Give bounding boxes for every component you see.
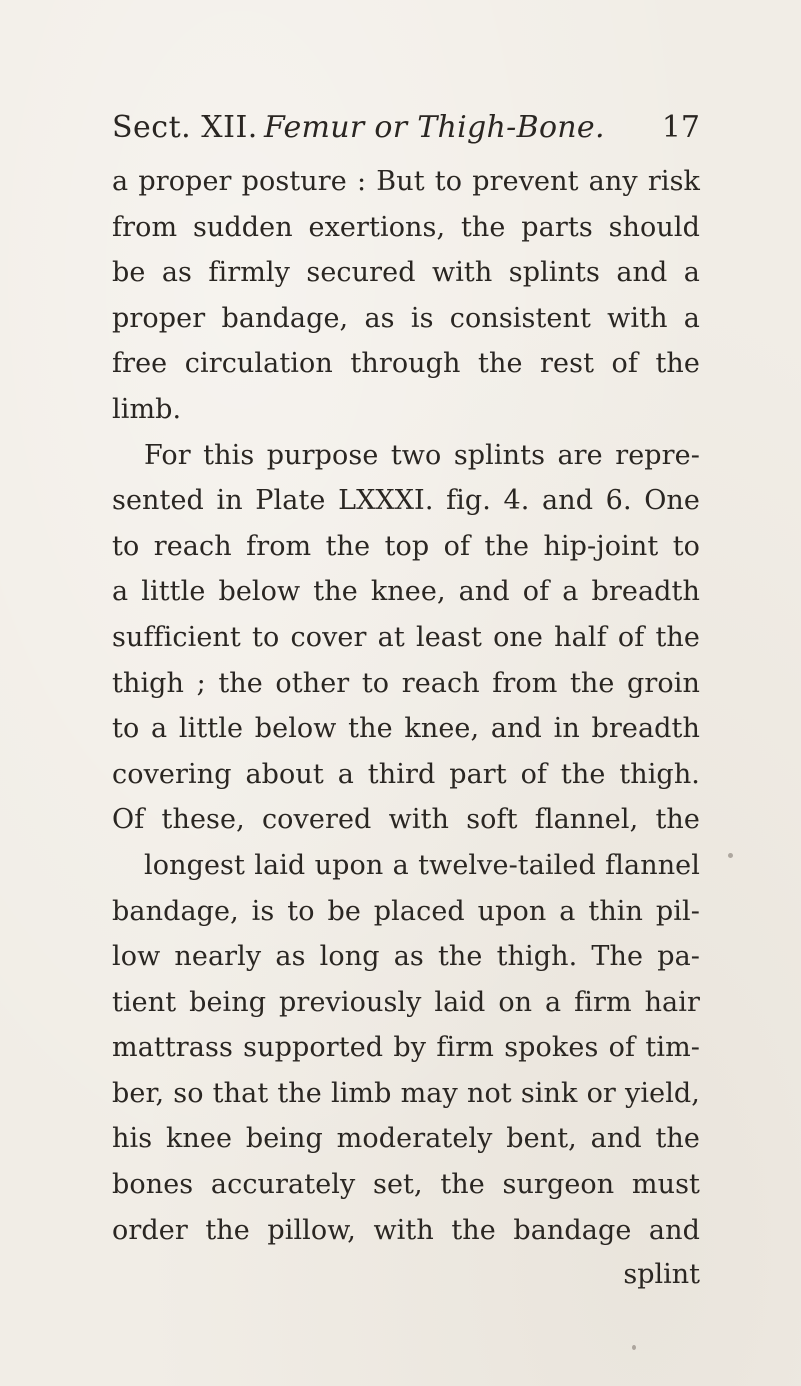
text-line: from sudden exertions, the parts should (112, 211, 700, 243)
text-line: mattrass supported by firm spokes of tim- (112, 1032, 700, 1064)
text-line: sufficient to cover at least one half of the (112, 621, 700, 653)
text-line: bones accurately set, the surgeon must (112, 1169, 700, 1201)
text-line: covering about a third part of the thigh. (112, 758, 700, 790)
text-line: limb. (112, 393, 182, 425)
text-line: free circulation through the rest of the (112, 348, 700, 380)
section-number: Sect. XII. (112, 110, 258, 145)
ink-speck (728, 853, 733, 858)
text-line: order the pillow, with the bandage and (112, 1214, 700, 1246)
page-number: 17 (661, 110, 700, 145)
catchword: splint (623, 1259, 700, 1290)
text-line: his knee being moderately bent, and the (112, 1123, 700, 1155)
body-text (112, 159, 700, 1253)
text-line: thigh ; the other to reach from the groin (112, 667, 700, 699)
text-line: longest laid upon a twelve-tailed flannel (144, 849, 700, 881)
text-line: For this purpose two splints are repre- (144, 439, 700, 471)
text-line: bandage, is to be placed upon a thin pil- (112, 895, 700, 927)
text-line: to reach from the top of the hip-joint to (112, 530, 700, 562)
text-line: sented in Plate LXXXI. fig. 4. and 6. One (112, 485, 700, 517)
text-line: Of these, covered with soft flannel, the (112, 804, 700, 836)
text-line: tient being previously laid on a firm hair (112, 986, 700, 1018)
text-line: low nearly as long as the thigh. The pa- (112, 941, 700, 973)
text-line: be as firmly secured with splints and a (112, 257, 700, 289)
text-line: ber, so that the limb may not sink or yield, (112, 1077, 700, 1109)
text-line: proper bandage, as is consistent with a (112, 302, 700, 334)
running-header (112, 108, 700, 148)
text-line: a proper posture : But to prevent any risk (112, 166, 700, 197)
text-line: to a little below the knee, and in breadth (112, 713, 700, 745)
ink-speck (632, 1345, 636, 1350)
running-title: Femur or Thigh-Bone. (264, 110, 605, 145)
text-line: a little below the knee, and of a breadth (112, 576, 700, 608)
